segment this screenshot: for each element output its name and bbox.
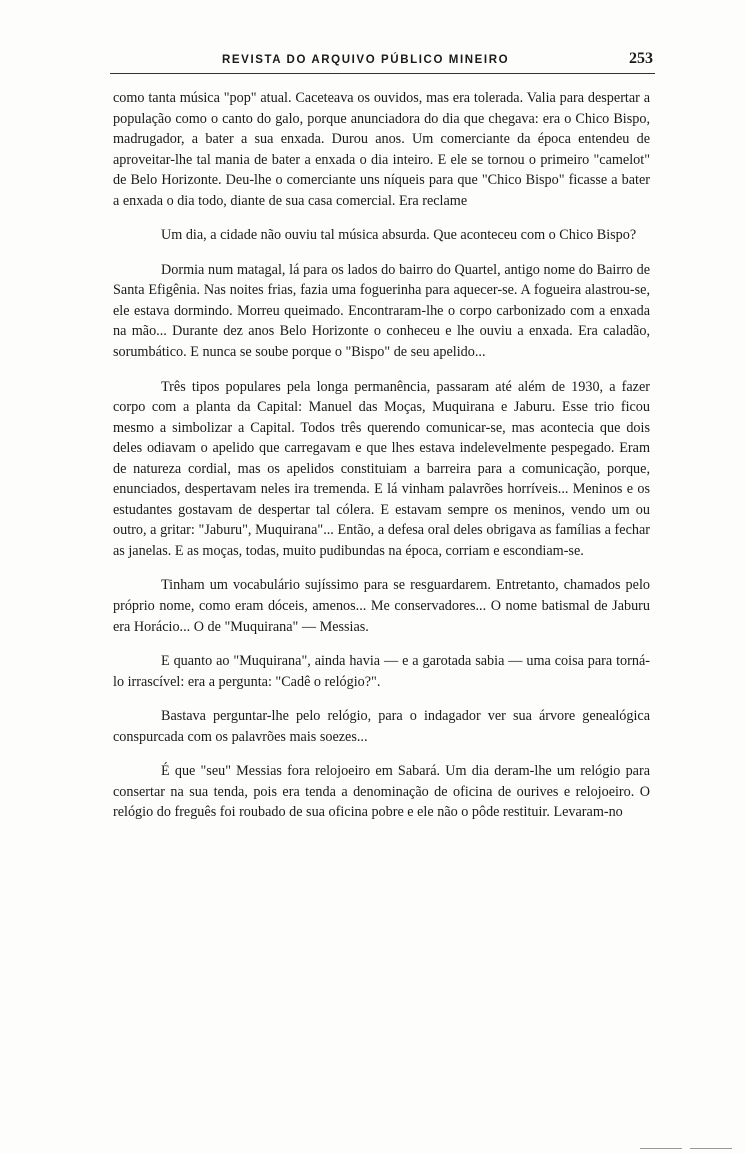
body-text (113, 88, 650, 837)
paragraph: E quanto ao "Muquirana", ainda havia — e a garotada sabia — uma coisa para torná-lo irrascível: era a pergunta: "Cadê o relógio?". (113, 653, 650, 690)
footer-rule (640, 1148, 682, 1149)
paragraph: Dormia num matagal, lá para os lados do bairro do Quartel, antigo nome do Bairro de Santa Efigênia. Nas noites frias, fazia uma foguerinha para aquecer-se. A fogueira alastrou-se, ele estava dormindo. Morreu queimado. Encontraram-lhe o corpo carbonizado com a enxada na mão... Durante dez anos Belo Horizonte o conheceu e lhe ouviu a enxada. Era caladão, sorumbático. E nunca se soube porque o "Bispo" de seu apelido... (113, 261, 650, 361)
paragraph-continued: como tanta música "pop" atual. Caceteava os ouvidos, mas era tolerada. Valia para despertar a população como o canto do galo, porque anunciadora do dia que chegava: era o Chico Bispo, madrugador, a bater a sua enxada. Durou anos. Um comerciante da época entendeu de aproveitar-lhe tal mania de bater a enxada o dia inteiro. E ele se tornou o primeiro "camelot" de Belo Horizonte. Deu-lhe o comerciante uns níqueis para que "Chico Bispo" ficasse a bater a enxada o dia todo, diante de sua casa comercial. Era reclame (113, 90, 650, 209)
running-head: REVISTA DO ARQUIVO PÚBLICO MINEIRO (222, 54, 510, 66)
paragraph: Tinham um vocabulário sujíssimo para se resguardarem. Entretanto, chamados pelo próprio nome, como eram dóceis, amenos... Me conservadores... O nome batismal de Jaburu era Horácio... O de "Muquirana" — Messias. (113, 577, 650, 635)
footer-rules (640, 1136, 740, 1139)
paragraph: Três tipos populares pela longa permanência, passaram até além de 1930, a fazer corpo com a planta da Capital: Manuel das Moças, Muquirana e Jaburu. Esse trio ficou mesmo a simbolizar a Capital. Todos três querendo comunicar-se, mas acontecia que dois deles odiavam o apelido que carregavam e que lhes estava indelevelmente pespegado. Eram de natureza cordial, mas os apelidos constituiam a barreira para a comunicação, porque, enunciados, despertavam neles ira tremenda. E lá vinham palavrões horríveis... Meninos e os estudantes gostavam de despertar tal cólera. E estavam sempre os meninos, vendo um ou outro, a gritar: "Jaburu", Muquirana"... Então, a defesa oral deles obrigava as famílias a fechar as janelas. E as moças, todas, muito pudibundas na época, corriam e escondiam-se. (113, 378, 650, 559)
paragraph: Um dia, a cidade não ouviu tal música absurda. Que aconteceu com o Chico Bispo? (161, 227, 637, 244)
footer-rule (690, 1148, 732, 1149)
header-rule (110, 73, 655, 74)
page-number: 253 (629, 50, 653, 67)
paragraph: É que "seu" Messias fora relojoeiro em Sabará. Um dia deram-lhe um relógio para consertar na sua tenda, pois era tenda a denominação de oficina de ourives e relojoeiro. O relógio do freguês foi roubado de sua oficina pobre e ele não o pôde restituir. Levaram-no (113, 763, 650, 821)
paragraph: Bastava perguntar-lhe pelo relógio, para o indagador ver sua árvore genealógica conspurcada com os palavrões mais soezes... (113, 708, 650, 745)
page-header (110, 52, 655, 76)
